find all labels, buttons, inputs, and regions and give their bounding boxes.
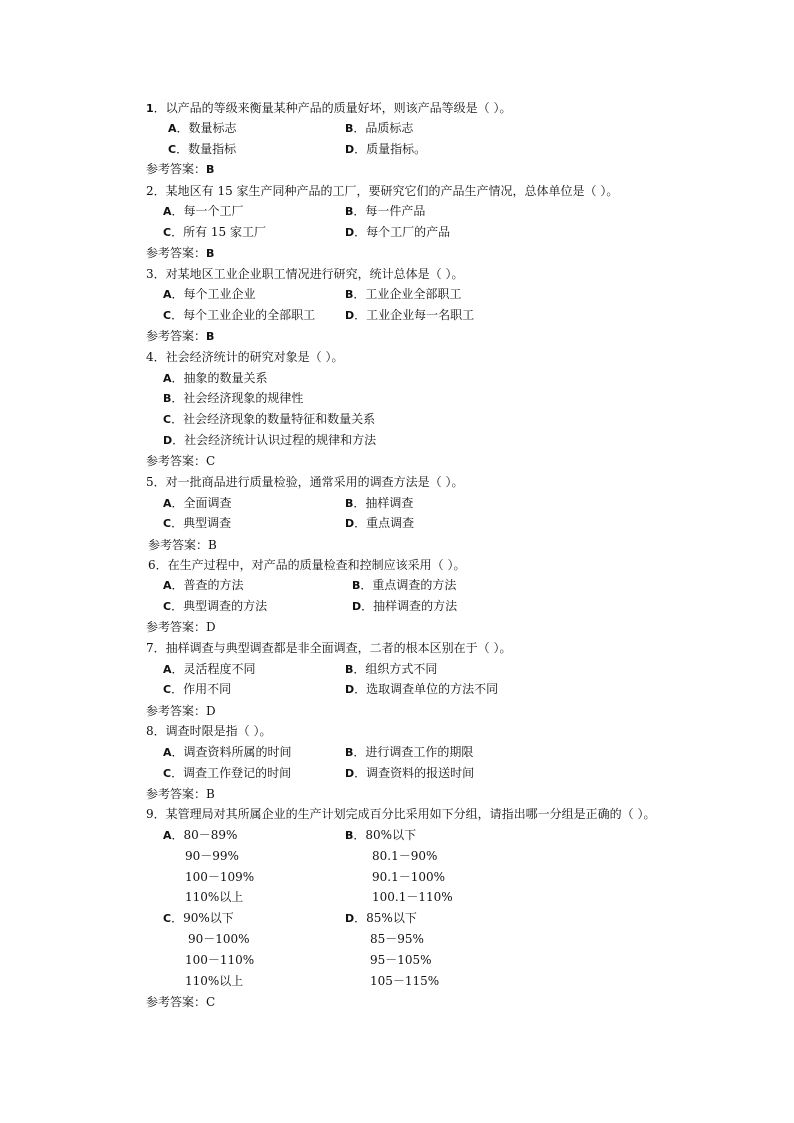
- question-2-stem: 2．某地区有 15 家生产同种产品的工厂，要研究它们的产品生产情况，总体单位是（ ）。: [146, 184, 619, 198]
- question-6-option-a: A．普查的方法: [163, 578, 244, 592]
- question-4-option-c: C．社会经济现象的数量特征和数量关系: [163, 412, 376, 426]
- question-9-option-a-line-1: A．80－89%: [163, 828, 238, 842]
- question-8-option-d: D．调查资料的报送时间: [345, 766, 475, 780]
- question-1-option-c: C．数量指标: [168, 142, 237, 156]
- question-5-option-d: D．重点调查: [345, 516, 415, 530]
- question-6-stem: 6．在生产过程中，对产品的质量检查和控制应该采用（ ）。: [148, 558, 466, 572]
- question-7-option-b: B．组织方式不同: [345, 662, 438, 676]
- question-4-stem: 4．社会经济统计的研究对象是（ ）。: [146, 350, 344, 364]
- question-8-answer: 参考答案：B: [146, 787, 215, 801]
- question-9-option-a-line-3: 100－109%: [185, 870, 255, 884]
- question-5-option-a: A．全面调查: [163, 496, 232, 510]
- question-3-option-b: B．工业企业全部职工: [345, 287, 462, 301]
- question-9-option-d-line-1: D．85%以下: [345, 911, 417, 925]
- question-2-option-a: A．每一个工厂: [163, 204, 244, 218]
- question-9-option-c-line-3: 100－110%: [185, 953, 255, 967]
- question-9-option-b-line-1: B．80%以下: [345, 828, 417, 842]
- question-9-option-d-line-4: 105－115%: [370, 974, 440, 988]
- question-5-stem: 5．对一批商品进行质量检验，通常采用的调查方法是（ ）。: [146, 475, 464, 489]
- question-2-option-c: C．所有 15 家工厂: [163, 225, 266, 239]
- question-9-option-b-line-3: 90.1－100%: [372, 870, 446, 884]
- question-1-option-b: B．品质标志: [345, 121, 414, 135]
- question-3-option-a: A．每个工业企业: [163, 287, 256, 301]
- question-4-option-a: A．抽象的数量关系: [163, 371, 268, 385]
- question-1-option-a: A．数量标志: [168, 121, 237, 135]
- question-5-option-c: C．典型调查: [163, 516, 232, 530]
- question-6-option-b: B．重点调查的方法: [352, 578, 457, 592]
- question-7-option-a: A．灵活程度不同: [163, 662, 256, 676]
- question-7-option-c: C．作用不同: [163, 682, 232, 696]
- question-6-answer: 参考答案：D: [146, 620, 216, 634]
- question-4-option-d: D．社会经济统计认识过程的规律和方法: [163, 433, 377, 447]
- question-4-answer: 参考答案：C: [146, 454, 216, 468]
- question-9-option-d-line-3: 95－105%: [370, 953, 432, 967]
- question-3-answer: 参考答案：B: [146, 329, 215, 343]
- question-8-option-b: B．进行调查工作的期限: [345, 745, 474, 759]
- question-7-option-d: D．选取调查单位的方法不同: [345, 682, 499, 696]
- question-5-answer: 参考答案：B: [148, 538, 217, 552]
- question-9-option-a-line-4: 110%以上: [185, 890, 244, 904]
- question-9-option-c-line-1: C．90%以下: [163, 911, 234, 925]
- question-8-option-a: A．调查资料所属的时间: [163, 745, 292, 759]
- question-2-option-d: D．每个工厂的产品: [345, 225, 451, 239]
- question-3-stem: 3．对某地区工业企业职工情况进行研究，统计总体是（ ）。: [146, 267, 464, 281]
- question-9-option-b-line-2: 80.1－90%: [372, 849, 438, 863]
- question-6-option-c: C．典型调查的方法: [163, 599, 268, 613]
- question-9-option-c-line-4: 110%以上: [185, 974, 244, 988]
- question-9-stem: 9．某管理局对其所属企业的生产计划完成百分比采用如下分组，请指出哪一分组是正确的（ ）。: [146, 807, 656, 821]
- question-4-option-b: B．社会经济现象的规律性: [163, 391, 304, 405]
- question-9-answer: 参考答案：C: [146, 995, 216, 1009]
- question-1-option-d: D．质量指标。: [345, 142, 427, 156]
- question-9-option-c-line-2: 90－100%: [188, 932, 250, 946]
- question-7-answer: 参考答案：D: [146, 704, 216, 718]
- question-2-answer: 参考答案：B: [146, 246, 215, 260]
- question-9-option-d-line-2: 85－95%: [370, 932, 424, 946]
- question-9-option-a-line-2: 90－99%: [185, 849, 239, 863]
- question-7-stem: 7．抽样调查与典型调查都是非全面调查，二者的根本区别在于（ ）。: [146, 641, 512, 655]
- question-3-option-c: C．每个工业企业的全部职工: [163, 308, 316, 322]
- question-5-option-b: B．抽样调查: [345, 496, 414, 510]
- question-9-option-b-line-4: 100.1－110%: [372, 890, 453, 904]
- question-1-answer: 参考答案：B: [146, 162, 215, 176]
- question-8-stem: 8．调查时限是指（ ）。: [146, 724, 272, 738]
- question-1-stem: 1．以产品的等级来衡量某种产品的质量好坏，则该产品等级是（ ）。: [146, 101, 512, 115]
- question-3-option-d: D．工业企业每一名职工: [345, 308, 475, 322]
- question-6-option-d: D．抽样调查的方法: [352, 599, 458, 613]
- question-2-option-b: B．每一件产品: [345, 204, 426, 218]
- question-8-option-c: C．调查工作登记的时间: [163, 766, 292, 780]
